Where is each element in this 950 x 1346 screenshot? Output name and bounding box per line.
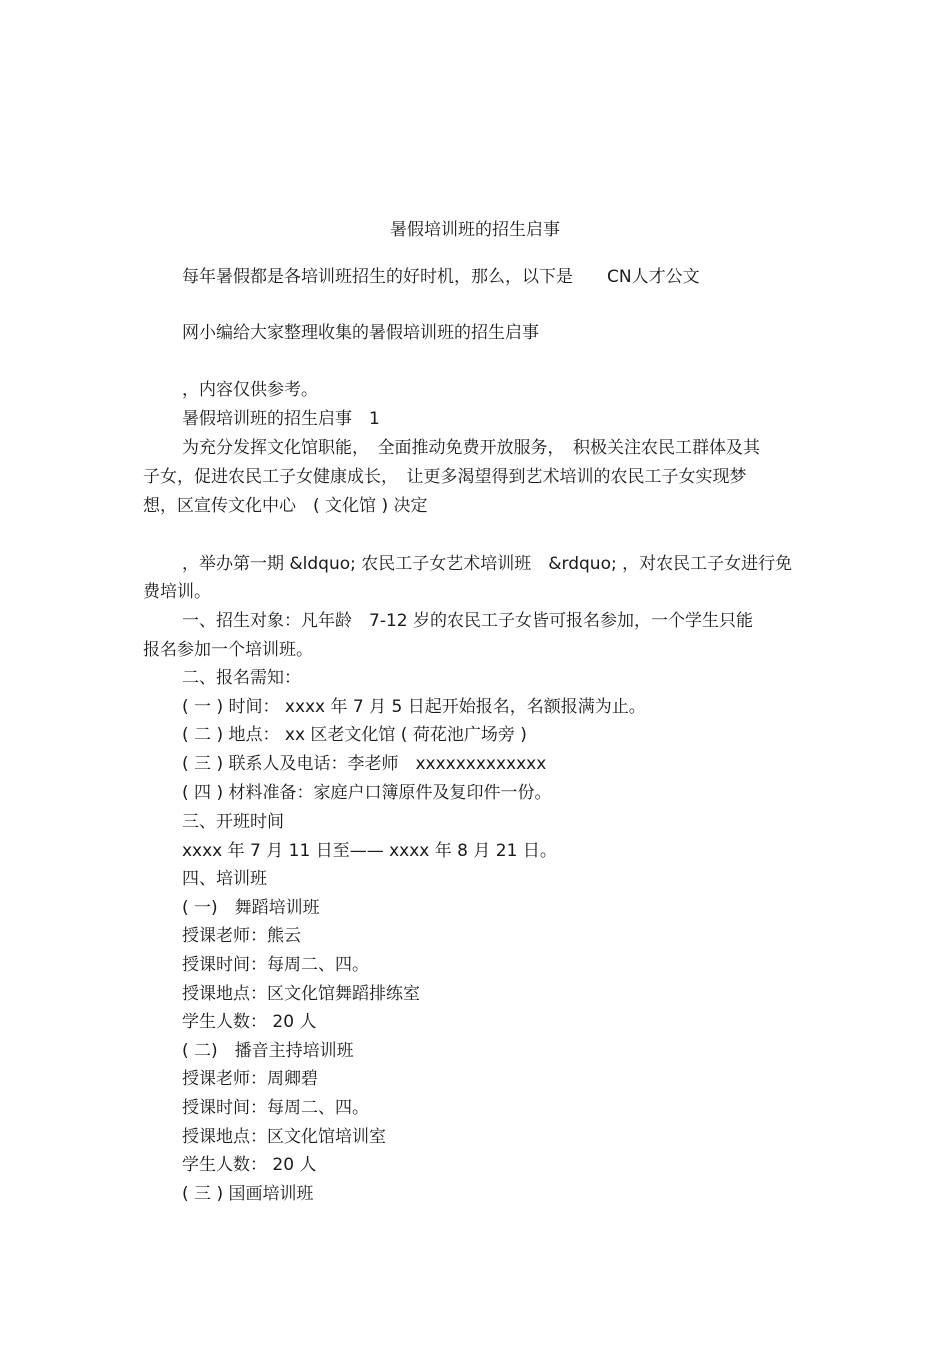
intro-line-2: 网小编给大家整理收集的暑假培训班的招生启事 bbox=[182, 323, 539, 343]
enroll-target-line-1: 一、招生对象：凡年龄 7-12 岁的农民工子女皆可报名参加，一个学生只能 bbox=[182, 611, 753, 631]
class2-time: 授课时间：每周二、四。 bbox=[182, 1098, 369, 1118]
class2-name: ( 二) 播音主持培训班 bbox=[182, 1041, 354, 1061]
section-heading: 暑假培训班的招生启事 1 bbox=[182, 409, 380, 429]
enroll-target-line-2: 报名参加一个培训班。 bbox=[143, 640, 313, 660]
notice-materials: ( 四 ) 材料准备：家庭户口簿原件及复印件一份。 bbox=[182, 783, 552, 803]
class1-time: 授课时间：每周二、四。 bbox=[182, 955, 369, 975]
class3-name: ( 三 ) 国画培训班 bbox=[182, 1184, 314, 1204]
para1-line-2: 子女，促进农民工子女健康成长， 让更多渴望得到艺术培训的农民工子女实现梦 bbox=[143, 467, 747, 487]
para2-line-2: 费培训。 bbox=[143, 582, 211, 602]
notice-time: ( 一 ) 时间： xxxx 年 7 月 5 日起开始报名，名额报满为止。 bbox=[182, 697, 646, 717]
notice-place: ( 二 ) 地点： xx 区老文化馆 ( 荷花池广场旁 ) bbox=[182, 725, 527, 745]
para1-line-1: 为充分发挥文化馆职能， 全面推动免费开放服务， 积极关注农民工群体及其 bbox=[182, 438, 760, 458]
classes-heading: 四、培训班 bbox=[182, 869, 267, 889]
class1-place: 授课地点：区文化馆舞蹈排练室 bbox=[182, 984, 420, 1004]
notice-contact: ( 三 ) 联系人及电话：李老师 xxxxxxxxxxxxx bbox=[182, 754, 547, 774]
schedule-dates: xxxx 年 7 月 11 日至—— xxxx 年 8 月 21 日。 bbox=[182, 841, 557, 861]
class2-place: 授课地点：区文化馆培训室 bbox=[182, 1127, 386, 1147]
intro-line-3: ，内容仅供参考。 bbox=[182, 380, 318, 400]
notice-heading: 二、报名需知： bbox=[182, 668, 301, 688]
para2-line-1: ，举办第一期 &ldquo; 农民工子女艺术培训班 &rdquo; ，对农民工子女进行免 bbox=[182, 554, 793, 574]
para1-line-3: 想，区宣传文化中心 ( 文化馆 ) 决定 bbox=[143, 496, 428, 516]
schedule-heading: 三、开班时间 bbox=[182, 812, 284, 832]
class2-teacher: 授课老师：周卿碧 bbox=[182, 1069, 318, 1089]
class1-students: 学生人数： 20 人 bbox=[182, 1012, 317, 1032]
document-title: 暑假培训班的招生启事 bbox=[390, 220, 560, 240]
intro-line-1: 每年暑假都是各培训班招生的好时机，那么，以下是 CN人才公文 bbox=[182, 267, 700, 287]
class1-name: ( 一) 舞蹈培训班 bbox=[182, 898, 320, 918]
class1-teacher: 授课老师：熊云 bbox=[182, 926, 301, 946]
class2-students: 学生人数： 20 人 bbox=[182, 1155, 317, 1175]
